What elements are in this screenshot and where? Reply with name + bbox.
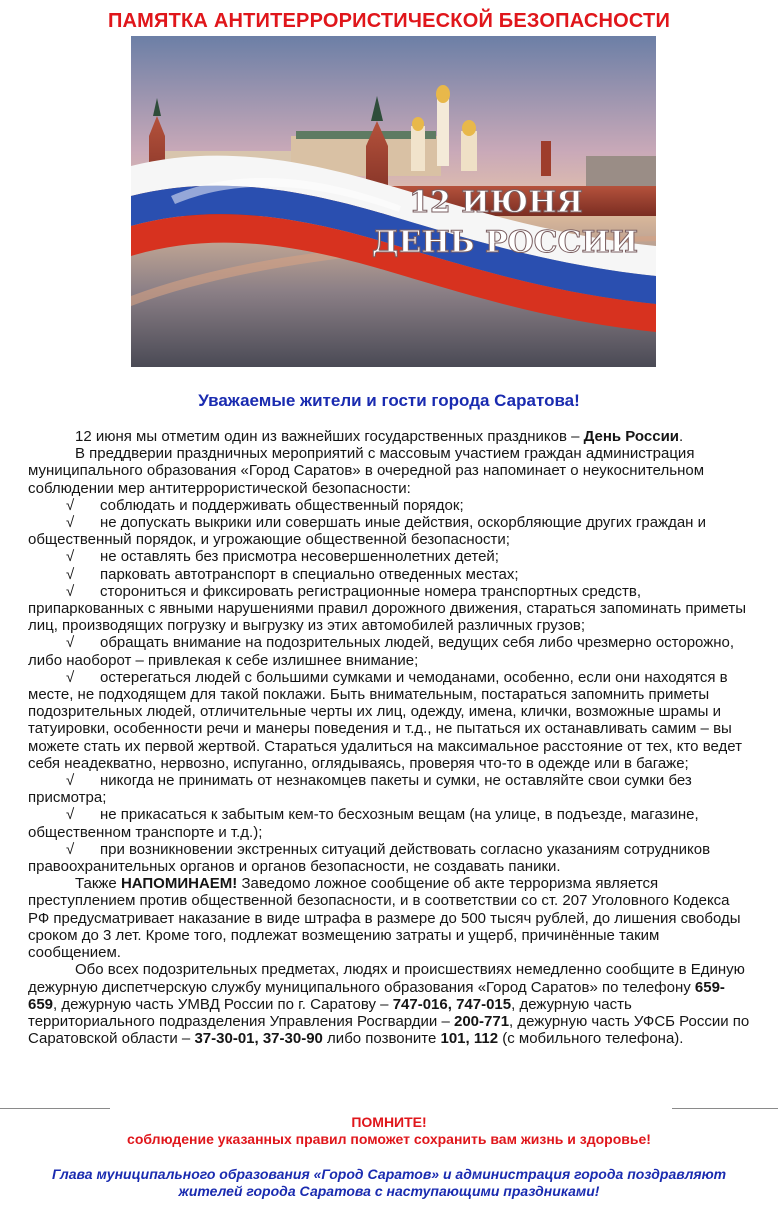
intro-end: . <box>679 428 684 445</box>
list-item <box>28 669 752 772</box>
intro-text: 12 июня мы отметим один из важнейших государственных праздников – <box>75 428 584 445</box>
notice-text: Заведомо ложное сообщение об акте терроризма является преступлением против общественной безопасности, и в соответствии со ст. 207 Уголовного Кодекса РФ предусматривает наказание в виде штрафа в размере до 500 тысяч рублей, до лишения свободы сроком до 3 лет. Кроме того, подлежат возмещению затраты и ущерб, причинённые таким сообщением. <box>28 875 741 962</box>
banner-date-text: 12 ИЮНЯ <box>409 185 583 220</box>
check-icon: √ <box>66 565 75 583</box>
list-item-text: соблюдать и поддерживать общественный порядок; <box>100 496 464 514</box>
list-item <box>28 841 752 875</box>
page-title: ПАМЯТКА АНТИТЕРРОРИСТИЧЕСКОЙ БЕЗОПАСНОСТИ <box>107 10 671 32</box>
contacts-text: Обо всех подозрительных предметах, людях и происшествиях немедленно сообщите в Единую дежурную диспетчерскую службу муниципального образования «Город Саратов» по телефону <box>28 961 745 996</box>
check-icon: √ <box>66 634 75 652</box>
check-icon: √ <box>66 840 75 858</box>
list-item-text: не допускать выкрики или совершать иные действия, оскорбляющие других граждан и общественный порядок, и угрожающие общественной безопасности; <box>28 514 707 549</box>
list-item-text: парковать автотранспорт в специально отведенных местах; <box>100 565 519 583</box>
list-item <box>28 772 752 806</box>
phone-rosgvardia: 200-771 <box>453 1012 510 1030</box>
notice-highlight: НАПОМИНАЕМ! <box>120 875 238 893</box>
banner-holiday-text: ДЕНЬ РОССИИ <box>371 225 639 260</box>
list-item-text: сторониться и фиксировать регистрационные номера транспортных средств, припаркованных с явными нарушениями правил дорожного движения, стараться запоминать приметы лиц, производящих погрузку и выгрузку из этих автомобилей различных грузов; <box>28 582 747 635</box>
holiday-name: День России <box>583 428 680 445</box>
list-item <box>28 634 752 668</box>
check-icon: √ <box>66 548 75 566</box>
remember-block <box>0 1114 778 1148</box>
list-item <box>28 514 752 548</box>
contacts-text: , дежурную часть УМВД России по г. Саратову – <box>53 995 393 1013</box>
list-item <box>28 583 752 635</box>
divider-right <box>672 1108 778 1109</box>
list-item-text: обращать внимание на подозрительных людей, ведущих себя либо чрезмерно осторожно, либо наоборот – привлекая к себе излишнее внимание; <box>28 634 735 669</box>
check-icon: √ <box>66 772 75 790</box>
safety-rules-list <box>28 497 752 875</box>
banner-image <box>131 36 656 367</box>
intro-paragraph <box>28 428 752 445</box>
preamble-paragraph: В преддверии праздничных мероприятий с массовым участием граждан администрация муниципального образования «Город Саратов» в очередной раз напоминает о неукоснительном соблюдении мер антитеррористической безопасности: <box>28 445 705 497</box>
contacts-paragraph <box>28 961 752 1047</box>
notice-paragraph <box>28 875 752 961</box>
contacts-text: (с мобильного телефона). <box>498 1030 684 1048</box>
remember-title: ПОМНИТЕ! <box>351 1114 427 1130</box>
list-item-text: при возникновении экстренных ситуаций действовать согласно указаниям сотрудников правоохранительных органов и органов безопасности, не создавать паники. <box>28 840 711 876</box>
divider-left <box>0 1108 110 1109</box>
check-icon: √ <box>66 806 75 824</box>
memo-body <box>28 428 752 1047</box>
phone-emergency: 101, 112 <box>440 1030 499 1048</box>
contacts-text: , дежурную часть территориального подразделения Управления Росгвардии – <box>28 995 632 1030</box>
check-icon: √ <box>66 496 75 514</box>
list-item <box>28 566 752 583</box>
list-item-text: никогда не принимать от незнакомцев пакеты и сумки, не оставляйте свои сумки без присмотра; <box>28 772 692 807</box>
remember-text: соблюдение указанных правил поможет сохранить вам жизнь и здоровье! <box>127 1131 651 1147</box>
list-item-text: не оставлять без присмотра несовершеннолетних детей; <box>100 548 499 566</box>
contacts-text: , дежурную часть УФСБ России по Саратовской области – <box>28 1012 750 1048</box>
list-item <box>28 497 752 514</box>
check-icon: √ <box>66 582 75 600</box>
list-item-text: не прикасаться к забытым кем-то бесхозным вещам (на улице, в подъезде, магазине, общественном транспорте и т.д.); <box>28 806 699 841</box>
notice-prefix: Также <box>75 875 121 893</box>
phone-edds: 659-659 <box>28 978 725 1013</box>
phone-ufsb: 37-30-01, 37-30-90 <box>194 1030 323 1048</box>
contacts-text: либо позвоните <box>322 1030 441 1048</box>
list-item-text: остерегаться людей с большими сумками и чемоданами, особенно, если они находятся в месте, не подходящем для такой поклажи. Быть внимательным, постараться запомнить приметы подозрительных людей, отличительные черты их лиц, одежду, имена, клички, возможные шрамы и татуировки, особенности речи и манеры поведения и т.д., не пытаться их останавливать самим – вы можете стать их первой жертвой. Стараться удалиться на максимальное расстояние от тех, кто ведет себя неадекватно, нервозно, испуганно, оглядываясь, проверяя что-то в одежде или в багаже; <box>28 668 742 772</box>
list-item <box>28 806 752 840</box>
check-icon: √ <box>66 668 75 686</box>
closing-greeting: Глава муниципального образования «Город Саратов» и администрация города поздравляют жителей города Саратова с наступающими праздниками! <box>51 1166 727 1199</box>
list-item <box>28 548 752 565</box>
check-icon: √ <box>66 514 75 532</box>
greeting-heading: Уважаемые жители и гости города Саратова! <box>198 391 580 410</box>
phone-umvd: 747-016, 747-015 <box>392 995 512 1013</box>
